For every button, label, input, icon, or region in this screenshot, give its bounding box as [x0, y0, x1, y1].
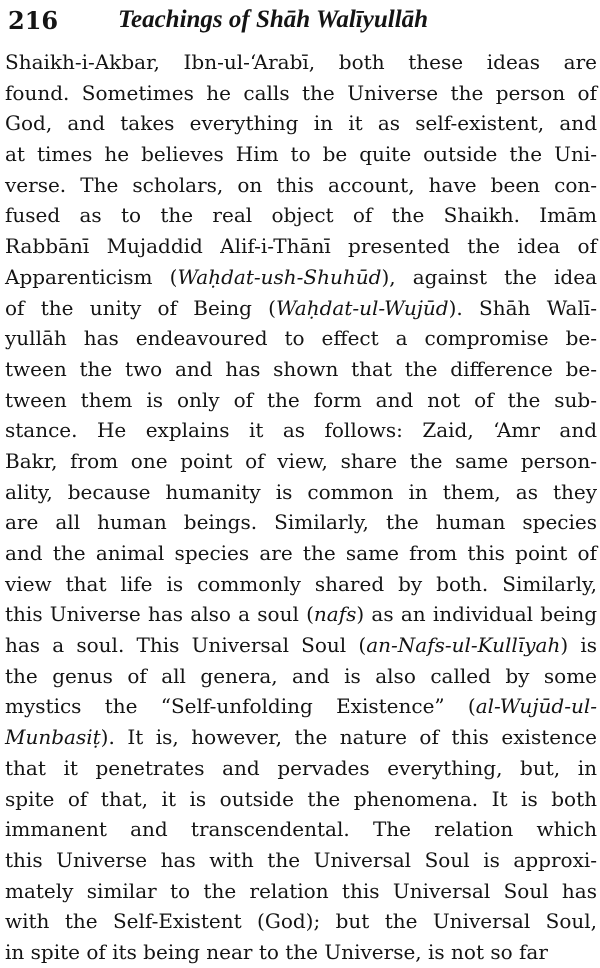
text-segment: found. Sometimes he calls the Universe the person of	[5, 80, 597, 105]
text-segment: ). Shāh Walī-	[448, 295, 598, 320]
text-line	[5, 108, 597, 139]
text-segment: immanent and transcendental. The relation which	[5, 817, 597, 842]
text-line	[5, 784, 597, 815]
text-line	[5, 293, 597, 324]
text-segment: this Universe has with the Universal Soul is approxi-	[5, 847, 597, 872]
text-segment: mately similar to the relation this Universal Soul has	[5, 878, 597, 903]
running-title: Teachings of Shāh Walīyullāh	[118, 6, 429, 33]
text-line	[5, 507, 597, 538]
text-segment: the genus of all genera, and is also called by some	[5, 663, 597, 688]
text-segment: this Universe has also a soul (	[5, 602, 314, 627]
text-line	[5, 906, 597, 937]
text-segment: Shaikh-i-Akbar, Ibn-ul-‘Arabī, both these ideas are	[5, 50, 597, 74]
text-line	[5, 599, 597, 630]
text-segment: verse. The scholars, on this account, have been con-	[5, 172, 597, 197]
text-line	[5, 323, 597, 354]
text-segment: Apparenticism (	[5, 264, 178, 289]
text-segment: ) as an individual being	[356, 602, 598, 627]
text-segment: Rabbānī Mujaddid Alif-i-Thānī presented the idea of	[5, 234, 597, 259]
text-segment: stance. He explains it as follows: Zaid, ‘Amr and	[5, 418, 597, 443]
text-segment: in spite of its being near to the Universe, is not so far	[5, 939, 548, 964]
italic-term: nafs	[313, 602, 357, 627]
text-line	[5, 814, 597, 845]
text-segment: has a soul. This Universal Soul (	[5, 633, 367, 658]
text-segment: Bakr, from one point of view, share the same person-	[5, 448, 597, 473]
text-segment: yullāh has endeavoured to effect a compromise be-	[5, 326, 597, 351]
text-line	[5, 477, 597, 508]
text-line	[5, 753, 597, 784]
text-segment: and the animal species are the same from this point of	[5, 541, 597, 565]
running-head	[8, 0, 588, 40]
body-text	[5, 47, 597, 968]
italic-term: Waḥdat-ush-Shuhūd	[177, 264, 382, 289]
text-segment: are all human beings. Similarly, the human species	[5, 510, 597, 535]
text-line	[5, 446, 597, 477]
text-line	[5, 262, 597, 293]
italic-term: Munbasiṭ	[5, 725, 101, 750]
text-segment: ) is	[560, 633, 597, 658]
text-line	[5, 538, 597, 569]
text-segment: with the Self-Existent (God); but the Universal Soul,	[5, 909, 597, 934]
text-line	[5, 630, 597, 661]
text-segment: God, and takes everything in it as self-existent, and	[5, 111, 597, 136]
text-segment: ality, because humanity is common in them, as they	[5, 479, 597, 504]
text-segment: ). It is, however, the nature of this existence	[100, 725, 597, 750]
text-segment: fused as to the real object of the Shaikh. Imām	[5, 203, 597, 228]
text-segment: view that life is commonly shared by both. Similarly,	[5, 571, 597, 596]
italic-term: an-Nafs-ul-Kullīyah	[366, 633, 561, 658]
text-line	[5, 691, 597, 722]
text-line	[5, 231, 597, 262]
text-segment: at times he believes Him to be quite outside the Uni-	[5, 142, 597, 167]
text-line	[5, 845, 597, 876]
text-line	[5, 78, 597, 109]
page-number: 216	[8, 5, 59, 35]
text-segment: spite of that, it is outside the phenomena. It is both	[5, 786, 597, 811]
italic-term: Waḥdat-ul-Wujūd	[275, 295, 449, 320]
text-line	[5, 569, 597, 600]
text-line	[5, 415, 597, 446]
text-segment: tween them is only of the form and not of the sub-	[5, 387, 597, 412]
text-line	[5, 139, 597, 170]
text-line	[5, 722, 597, 753]
text-segment: ), against the idea	[381, 264, 597, 289]
text-segment: mystics the “Self-unfolding Existence” (	[5, 694, 476, 719]
text-line	[5, 661, 597, 692]
text-segment: tween the two and has shown that the difference be-	[5, 356, 597, 381]
text-line	[5, 47, 597, 78]
text-line	[5, 876, 597, 907]
text-line	[5, 937, 597, 968]
italic-term: al-Wujūd-ul-	[475, 694, 597, 719]
text-line	[5, 354, 597, 385]
text-segment: of the unity of Being (	[5, 295, 276, 320]
text-line	[5, 200, 597, 231]
text-line	[5, 170, 597, 201]
text-segment: that it penetrates and pervades everything, but, in	[5, 755, 597, 780]
text-line	[5, 385, 597, 416]
